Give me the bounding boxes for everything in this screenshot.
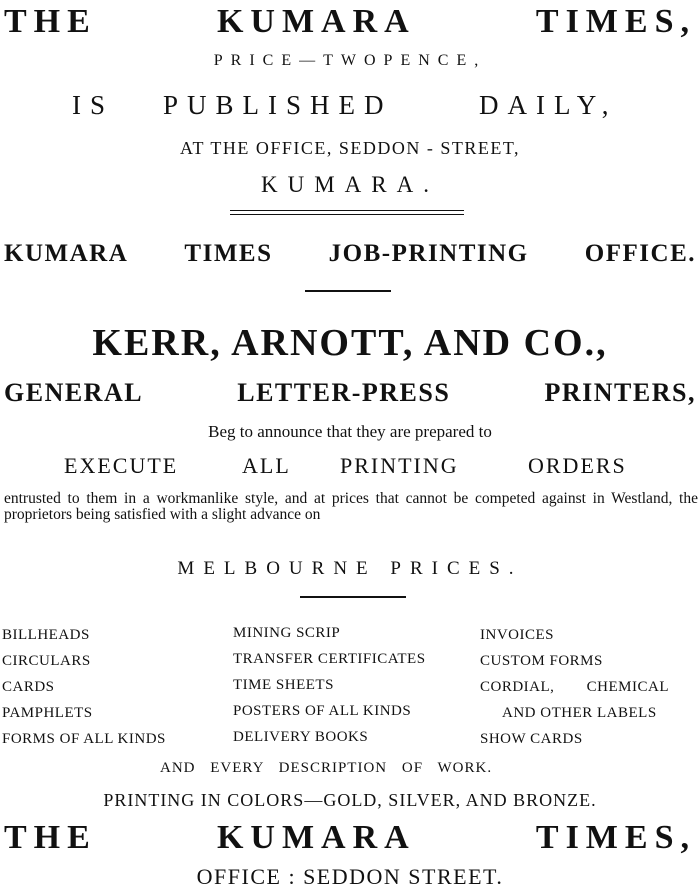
execute-word: ORDERS — [528, 453, 627, 478]
office-line: AT THE OFFICE, SEDDON - STREET, — [179, 138, 520, 158]
service-item: MINING SCRIP — [233, 625, 341, 641]
colors-line: PRINTING IN COLORS—GOLD, SILVER, AND BRONZE. — [103, 790, 597, 810]
published-word: IS — [72, 90, 115, 120]
masthead-word: KUMARA — [216, 3, 416, 40]
execute-word: EXECUTE — [64, 453, 179, 478]
service-item: PAMPHLETS — [2, 705, 93, 721]
trade-word: PRINTERS, — [544, 378, 696, 407]
execute-word: PRINTING — [340, 453, 459, 478]
service-item: INVOICES — [480, 627, 554, 643]
trade-word: LETTER-PRESS — [237, 378, 451, 407]
service-item: AND OTHER LABELS — [502, 705, 657, 721]
masthead-title — [0, 2, 700, 42]
service-item: SHOW CARDS — [480, 731, 583, 747]
price-line: PRICE—TWOPENCE, — [213, 52, 487, 69]
announce-line: Beg to announce that they are prepared to — [208, 422, 492, 441]
service-item: BILLHEADS — [2, 627, 90, 643]
published-word: PUBLISHED — [163, 90, 393, 120]
services-column-2 — [233, 620, 426, 750]
town-line: KUMARA. — [261, 172, 439, 197]
short-rule — [305, 290, 391, 292]
firm-trade — [0, 376, 700, 410]
service-item: CARDS — [2, 679, 55, 695]
service-item: CORDIAL, CHEMICAL — [480, 679, 669, 695]
service-item: DELIVERY BOOKS — [233, 729, 369, 745]
masthead-word: THE — [4, 3, 97, 40]
services-column-1 — [2, 622, 166, 752]
service-item: POSTERS OF ALL KINDS — [233, 703, 412, 719]
execute-word: ALL — [242, 453, 291, 478]
body-paragraph: entrusted to them in a workmanlike style, and at prices that cannot be competed against in Westland, the proprietors being satisfied with a slight advance on — [4, 490, 698, 523]
footer-title — [0, 818, 700, 858]
melbourne-prices: MELBOURNE PRICES. — [177, 558, 523, 579]
published-word: DAILY, — [479, 90, 618, 120]
double-rule — [230, 214, 464, 215]
service-item: TRANSFER CERTIFICATES — [233, 651, 426, 667]
service-item: FORMS OF ALL KINDS — [2, 731, 166, 747]
services-column-3 — [480, 622, 698, 752]
job-printing-heading — [0, 238, 700, 270]
every-description: AND EVERY DESCRIPTION OF WORK. — [160, 760, 493, 776]
footer-office: OFFICE : SEDDON STREET. — [196, 864, 504, 889]
footer-word: TIMES, — [535, 819, 696, 856]
trade-word: GENERAL — [4, 378, 144, 407]
job-word: OFFICE. — [584, 240, 696, 267]
service-item: TIME SHEETS — [233, 677, 334, 693]
footer-word: THE — [4, 819, 97, 856]
firm-name: KERR, ARNOTT, AND CO., — [92, 322, 608, 364]
footer-word: KUMARA — [216, 819, 416, 856]
masthead-word: TIMES, — [535, 3, 696, 40]
short-rule — [300, 596, 406, 598]
job-word: TIMES — [184, 240, 273, 267]
double-rule — [230, 210, 464, 211]
service-item: CUSTOM FORMS — [480, 653, 603, 669]
job-word: KUMARA — [4, 240, 129, 267]
job-word: JOB-PRINTING — [328, 240, 529, 267]
service-item: CIRCULARS — [2, 653, 91, 669]
